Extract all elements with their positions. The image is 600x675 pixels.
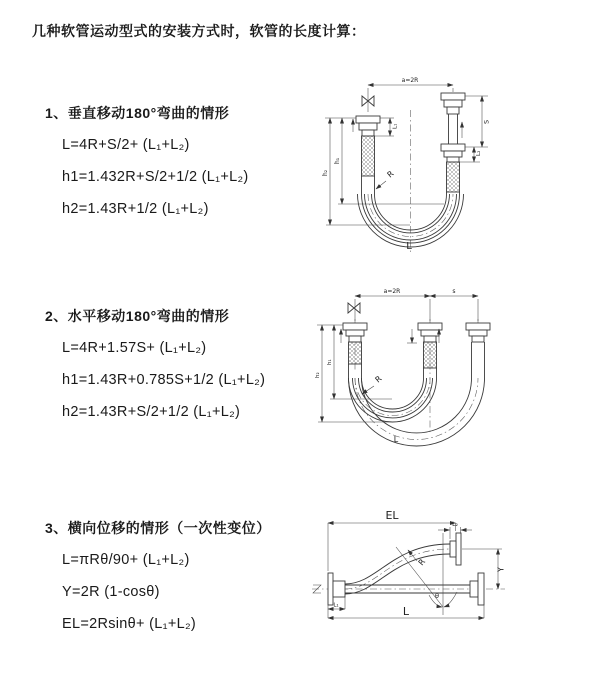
section-lateral-offset xyxy=(45,519,325,634)
dim-label-angle: θ xyxy=(435,592,439,600)
vertical-move-diagram xyxy=(312,72,550,264)
dim-label-l1: L₁ xyxy=(392,123,399,129)
formula-h1: h1=1.43R+0.785S+1/2 (L₁+L₂) xyxy=(62,372,266,388)
left-flange xyxy=(328,573,345,605)
radius-callout xyxy=(376,169,396,189)
right-pipe-assembly xyxy=(441,93,465,194)
formula-EL: EL=2Rsinθ+ (L₁+L₂) xyxy=(62,616,197,632)
fitting-tick xyxy=(407,329,417,343)
dim-label-length: L xyxy=(393,435,399,444)
left-pipe-assembly xyxy=(356,116,380,194)
lateral-offset-diagram xyxy=(300,503,600,653)
dim-label-y: Y xyxy=(496,567,506,572)
hose-braid xyxy=(447,162,460,192)
dim-label-l: L xyxy=(402,605,410,618)
dim-label-radius: R xyxy=(373,374,384,385)
formula-L: L=4R+1.57S+ (L₁+L₂) xyxy=(62,340,207,356)
formula-L: L=πRθ/90+ (L₁+L₂) xyxy=(62,552,190,568)
height-dimensions xyxy=(322,118,444,225)
upper-flange xyxy=(450,533,461,565)
left-pipe-assembly xyxy=(343,323,367,378)
dim-label-l2: L₂ xyxy=(476,150,482,156)
dim-label-l2: L₂ xyxy=(452,521,458,528)
dim-label-radius: R xyxy=(385,169,396,180)
dim-label-h2: h₂ xyxy=(315,372,321,378)
section-1-heading: 1、垂直移动180°弯曲的情形 xyxy=(45,105,230,121)
right-pipe-assembly xyxy=(466,323,490,378)
formula-h2: h2=1.43R+1/2 (L₁+L₂) xyxy=(62,201,209,217)
section-2-heading: 2、水平移动180°弯曲的情形 xyxy=(45,308,230,324)
hose-braid xyxy=(349,342,362,364)
formula-L: L=4R+S/2+ (L₁+L₂) xyxy=(62,137,190,153)
middle-pipe-assembly xyxy=(418,323,442,378)
page-title: 几种软管运动型式的安装方式时，软管的长度计算： xyxy=(32,23,366,39)
width-dimension xyxy=(368,77,453,112)
dim-label-s: S xyxy=(482,119,491,124)
stroke-dimension-right xyxy=(460,96,491,162)
dim-label-el: EL xyxy=(385,509,399,522)
dim-label-l1: L₁ xyxy=(333,602,339,609)
valve-icon xyxy=(348,303,360,313)
length-dimension xyxy=(328,602,484,618)
dim-label-width: a=2R xyxy=(401,77,419,84)
horizontal-move-diagram xyxy=(308,283,548,473)
radius-callout xyxy=(362,374,384,394)
dim-label-h1: h₁ xyxy=(327,359,333,365)
dim-label-h2: h₂ xyxy=(322,169,329,176)
formula-h2: h2=1.43R+S/2+1/2 (L₁+L₂) xyxy=(62,404,241,420)
dim-label-s: s xyxy=(452,288,456,295)
dim-label-h1: h₁ xyxy=(334,157,341,164)
dim-label-length: L xyxy=(406,241,412,252)
formula-Y: Y=2R (1-cosθ) xyxy=(62,584,160,600)
section-vertical-move xyxy=(45,104,325,219)
hose-braid xyxy=(362,136,375,176)
s-curve-hose xyxy=(345,544,450,594)
dim-label-width: a=2R xyxy=(383,288,401,295)
u-bend-hose-moved xyxy=(349,378,485,446)
hose-braid xyxy=(424,342,437,368)
dim-label-radius: R xyxy=(416,557,428,568)
section-horizontal-move xyxy=(45,307,325,422)
angle-construction xyxy=(396,533,457,615)
formula-h1: h1=1.432R+S/2+1/2 (L₁+L₂) xyxy=(62,169,249,185)
top-dimensions xyxy=(355,288,478,321)
section-3-heading: 3、横向位移的情形（一次性变位） xyxy=(45,520,271,536)
